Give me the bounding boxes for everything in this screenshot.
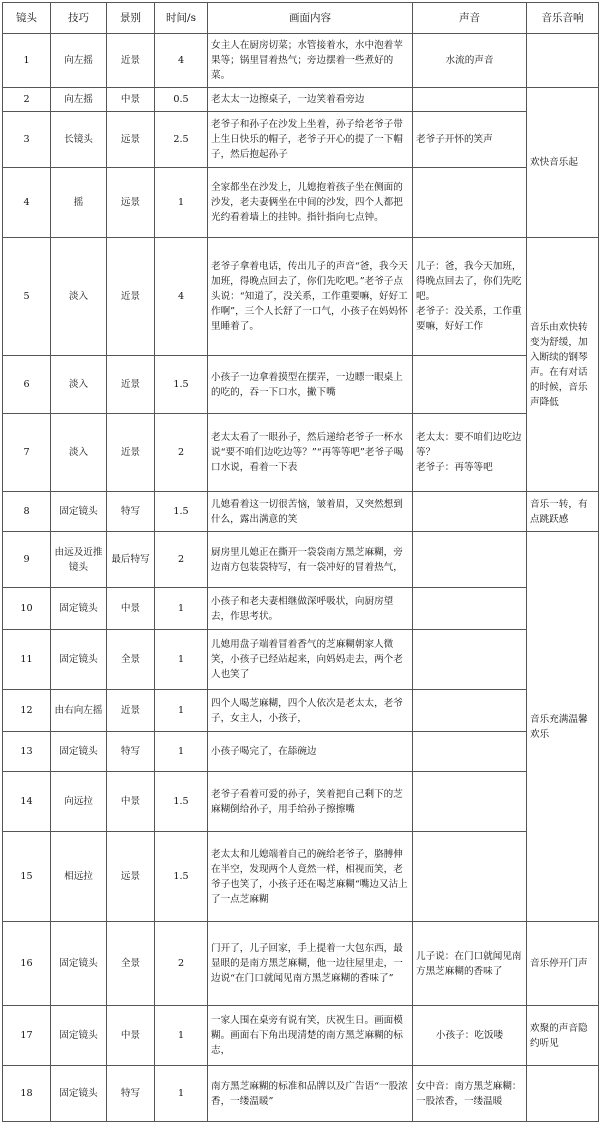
table-row [3, 732, 599, 772]
table-row [3, 414, 599, 492]
table-row [3, 772, 599, 832]
time-cell: 1 [155, 1006, 208, 1066]
time-cell: 2 [155, 414, 208, 492]
technique-cell: 淡入 [51, 356, 107, 414]
time-cell: 2 [155, 922, 208, 1006]
scale-cell: 近景 [107, 356, 155, 414]
header-scale: 景别 [107, 3, 155, 34]
technique-cell: 固定镜头 [51, 492, 107, 532]
technique-cell: 相远拉 [51, 832, 107, 922]
sound-cell: 水流的声音 [413, 34, 527, 88]
time-cell: 1.5 [155, 356, 208, 414]
sound-cell: 老爷子开怀的笑声 [413, 112, 527, 168]
header-sound: 声音 [413, 3, 527, 34]
table-row [3, 168, 599, 238]
time-cell: 1.5 [155, 832, 208, 922]
sound-cell: 儿子：爸，我今天加班，得晚点回去了，你们先吃吧。 老爷子：没关系，工作重要嘛，好好工作 [413, 238, 527, 356]
table-row [3, 112, 599, 168]
time-cell: 2.5 [155, 112, 208, 168]
sound-cell [413, 532, 527, 588]
sound-cell: 老太太：要不咱们边吃边等？ 老爷子：再等等吧 [413, 414, 527, 492]
table-row [3, 492, 599, 532]
table-row [3, 1066, 599, 1122]
content-cell: 全家都坐在沙发上，儿媳抱着孩子坐在侧面的沙发，老夫妻俩坐在中间的沙发，四个人都把光约看着墙上的挂钟。指针指向七点钟。 [208, 168, 413, 238]
time-cell: 0.5 [155, 88, 208, 112]
sound-cell [413, 832, 527, 922]
scale-cell: 近景 [107, 414, 155, 492]
time-cell: 4 [155, 238, 208, 356]
technique-cell: 向左摇 [51, 34, 107, 88]
content-cell: 四个人喝芝麻糊，四个人依次是老太太，老爷子，女主人，小孩子， [208, 690, 413, 732]
technique-cell: 淡入 [51, 238, 107, 356]
table-row [3, 832, 599, 922]
sound-cell [413, 588, 527, 630]
shot-number: 16 [3, 922, 51, 1006]
shot-number: 6 [3, 356, 51, 414]
shot-number: 5 [3, 238, 51, 356]
shot-number: 7 [3, 414, 51, 492]
scale-cell: 特写 [107, 1066, 155, 1122]
scale-cell: 中景 [107, 88, 155, 112]
content-cell: 小孩子和老夫妻相继做深呼吸状，向厨房望去，作思考状。 [208, 588, 413, 630]
sound-cell [413, 732, 527, 772]
scale-cell: 近景 [107, 238, 155, 356]
sound-cell: 儿子说：在门口就闻见南方黑芝麻糊的香味了 [413, 922, 527, 1006]
table-row [3, 588, 599, 630]
music-cell: 音乐一转，有点跳跃感 [527, 492, 599, 532]
time-cell: 1 [155, 630, 208, 690]
table-row [3, 630, 599, 690]
music-cell: 音乐停开门声 [527, 922, 599, 1006]
table-row [3, 34, 599, 88]
scale-cell: 中景 [107, 772, 155, 832]
shot-number: 3 [3, 112, 51, 168]
music-cell [527, 1066, 599, 1122]
content-cell: 儿媳看着这一切很苦恼，皱着眉，又突然想到什么，露出满意的笑 [208, 492, 413, 532]
scale-cell: 最后特写 [107, 532, 155, 588]
scale-cell: 远景 [107, 168, 155, 238]
shot-number: 9 [3, 532, 51, 588]
scale-cell: 远景 [107, 832, 155, 922]
table-row [3, 532, 599, 588]
content-cell: 小孩子一边拿着摸型在摆弄，一边瞟一眼桌上的吃的，吞一下口水，撇下嘴 [208, 356, 413, 414]
header-time: 时间/s [155, 3, 208, 34]
technique-cell: 固定镜头 [51, 1006, 107, 1066]
technique-cell: 向左摇 [51, 88, 107, 112]
sound-cell [413, 356, 527, 414]
content-cell: 老太太和儿媳端着自己的碗给老爷子，胳膊伸在半空，发现两个人竟然一样，相视而笑，老爷子也笑了，小孩子还在喝芝麻糊“嘴边又沾上了一点芝麻糊 [208, 832, 413, 922]
content-cell: 南方黑芝麻糊的标准和品牌以及广告语“一股浓香，一缕温暖” [208, 1066, 413, 1122]
music-cell: 音乐由欢快转变为舒缓，加入断续的钢琴声。在有对话的时候，音乐声降低 [527, 238, 599, 492]
content-cell: 门开了，儿子回家，手上提着一大包东西，最显眼的是南方黑芝麻糊，他一边往屋里走，一边说“在门口就闻见南方黑芝麻糊的香味了” [208, 922, 413, 1006]
sound-cell [413, 630, 527, 690]
shot-number: 4 [3, 168, 51, 238]
content-cell: 老爷子看着可爱的孙子，笑着把自己剩下的芝麻糊倒给孙子，用手给孙子擦擦嘴 [208, 772, 413, 832]
content-cell: 老爷子拿着电话，传出儿子的声音“爸，我今天加班，得晚点回去了，你们先吃吧。”老爷子点头说：“知道了，没关系，工作重要嘛，好好工作啊”，三个人长舒了一口气，小孩子在妈妈怀里睡着了。 [208, 238, 413, 356]
content-cell: 老太太看了一眼孙子，然后递给老爷子一杯水说“要不咱们边吃边等？”“再等等吧”老爷子喝口水说，看着一下表 [208, 414, 413, 492]
technique-cell: 固定镜头 [51, 1066, 107, 1122]
header-shot: 镜头 [3, 3, 51, 34]
time-cell: 1 [155, 690, 208, 732]
technique-cell: 固定镜头 [51, 588, 107, 630]
time-cell: 2 [155, 532, 208, 588]
shot-number: 12 [3, 690, 51, 732]
content-cell: 一家人围在桌旁有说有笑，庆祝生日。画面模糊。画面右下角出现清楚的南方黑芝麻糊的标志， [208, 1006, 413, 1066]
shot-number: 13 [3, 732, 51, 772]
time-cell: 1.5 [155, 772, 208, 832]
shot-number: 10 [3, 588, 51, 630]
shot-number: 14 [3, 772, 51, 832]
technique-cell: 淡入 [51, 414, 107, 492]
scale-cell: 近景 [107, 690, 155, 732]
time-cell: 1 [155, 1066, 208, 1122]
table-row [3, 922, 599, 1006]
table-row [3, 1006, 599, 1066]
shot-number: 8 [3, 492, 51, 532]
technique-cell: 摇 [51, 168, 107, 238]
sound-cell [413, 690, 527, 732]
scale-cell: 特写 [107, 492, 155, 532]
technique-cell: 由右向左摇 [51, 690, 107, 732]
shot-number: 17 [3, 1006, 51, 1066]
music-cell: 音乐充满温馨欢乐 [527, 532, 599, 922]
technique-cell: 固定镜头 [51, 630, 107, 690]
header-technique: 技巧 [51, 3, 107, 34]
header-music: 音乐音响 [527, 3, 599, 34]
sound-cell: 女中音：南方黑芝麻糊：一股浓香，一缕温暖 [413, 1066, 527, 1122]
sound-cell [413, 88, 527, 112]
technique-cell: 固定镜头 [51, 922, 107, 1006]
table-row [3, 238, 599, 356]
shot-number: 15 [3, 832, 51, 922]
shot-number: 2 [3, 88, 51, 112]
header-content: 画面内容 [208, 3, 413, 34]
sound-cell [413, 492, 527, 532]
scale-cell: 近景 [107, 34, 155, 88]
time-cell: 1 [155, 168, 208, 238]
table-row [3, 88, 599, 112]
content-cell: 老太太一边擦桌子，一边笑着看旁边 [208, 88, 413, 112]
table-row [3, 356, 599, 414]
scale-cell: 全景 [107, 922, 155, 1006]
scale-cell: 中景 [107, 588, 155, 630]
content-cell: 儿媳用盘子端着冒着香气的芝麻糊朝家人微笑，小孩子已经站起来，向妈妈走去，两个老人也笑了 [208, 630, 413, 690]
time-cell: 1.5 [155, 492, 208, 532]
technique-cell: 长镜头 [51, 112, 107, 168]
technique-cell: 向远拉 [51, 772, 107, 832]
content-cell: 老爷子和孙子在沙发上坐着，孙子给老爷子带上生日快乐的帽子，老爷子开心的提了一下帽子，然后抱起孙子 [208, 112, 413, 168]
sound-cell [413, 168, 527, 238]
content-cell: 厨房里儿媳正在撕开一袋袋南方黑芝麻糊，旁边南方包装袋特写，有一袋冲好的冒着热气， [208, 532, 413, 588]
content-cell: 小孩子喝完了，在舔碗边 [208, 732, 413, 772]
time-cell: 1 [155, 732, 208, 772]
table-row [3, 690, 599, 732]
scale-cell: 全景 [107, 630, 155, 690]
shot-number: 1 [3, 34, 51, 88]
scale-cell: 中景 [107, 1006, 155, 1066]
header-row [3, 3, 599, 34]
technique-cell: 由远及近推镜头 [51, 532, 107, 588]
sound-cell [413, 772, 527, 832]
time-cell: 4 [155, 34, 208, 88]
content-cell: 女主人在厨房切菜；水管接着水，水中泡着苹果等；锅里冒着热气；旁边摆着一些煮好的菜。 [208, 34, 413, 88]
technique-cell: 固定镜头 [51, 732, 107, 772]
sound-cell: 小孩子：吃饭喽 [413, 1006, 527, 1066]
music-cell [527, 34, 599, 88]
storyboard-table [2, 2, 599, 1122]
scale-cell: 特写 [107, 732, 155, 772]
time-cell: 1 [155, 588, 208, 630]
shot-number: 11 [3, 630, 51, 690]
music-cell: 欢聚的声音隐约听见 [527, 1006, 599, 1066]
music-cell: 欢快音乐起 [527, 88, 599, 238]
scale-cell: 远景 [107, 112, 155, 168]
shot-number: 18 [3, 1066, 51, 1122]
